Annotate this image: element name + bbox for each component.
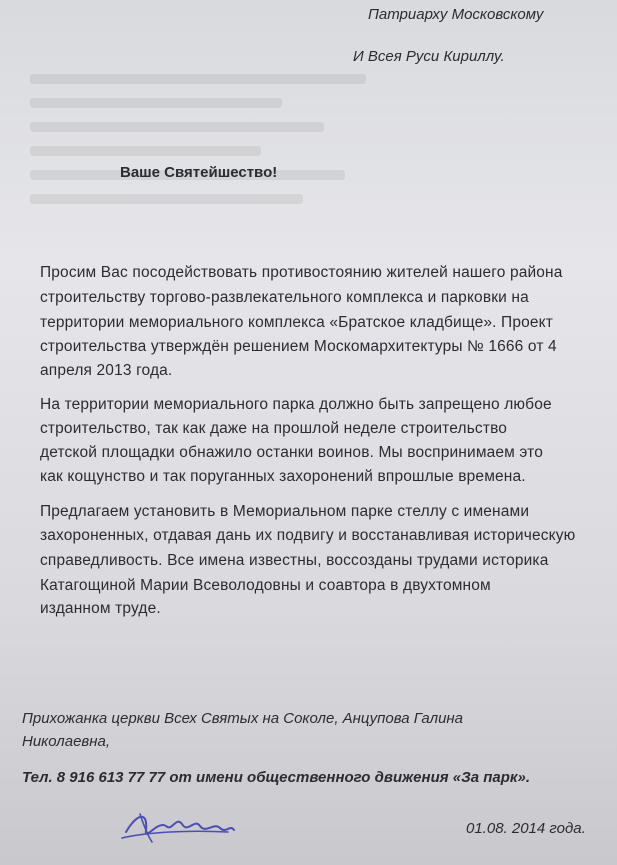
paragraph-3-line: захороненных, отдавая дань их подвигу и восстанавливая историческую — [40, 527, 576, 544]
paragraph-2-line: как кощунство и так поруганных захоронений впрошлые времена. — [40, 468, 526, 485]
paragraph-1-line: строительству торгово-развлекательного комплекса и парковки на — [40, 289, 529, 306]
paragraph-2-line: На территории мемориального парка должно быть запрещено любое — [40, 396, 552, 413]
paragraph-1-line: строительства утверждён решением Москомархитектуры № 1666 от 4 — [40, 338, 557, 355]
author-line-2: Николаевна, — [22, 733, 111, 750]
paragraph-1-line: Просим Вас посодействовать противостоянию жителей нашего района — [40, 264, 563, 281]
addressee-line-1: Патриарху Московскому — [368, 6, 544, 23]
addressee-line-2: И Всея Руси Кириллу. — [353, 48, 505, 65]
paragraph-3-line: изданном труде. — [40, 600, 161, 617]
paragraph-3-line: справедливость. Все имена известны, воссозданы трудами историка — [40, 552, 549, 569]
paragraph-3-line: Предлагаем установить в Мемориальном парке стеллу с именами — [40, 503, 530, 520]
letter-date: 01.08. 2014 года. — [466, 820, 586, 837]
author-line-1: Прихожанка церкви Всех Святых на Соколе, Анцупова Галина — [22, 710, 464, 727]
paragraph-2-line: строительство, так как даже на прошлой неделе строительство — [40, 420, 508, 437]
paragraph-1-line: территории мемориального комплекса «Братское кладбище». Проект — [40, 314, 554, 331]
paragraph-1-line: апреля 2013 года. — [40, 362, 173, 379]
greeting: Ваше Святейшество! — [120, 164, 278, 181]
paragraph-2-line: детской площадки обнажило останки воинов. Мы воспринимаем это — [40, 444, 544, 461]
handwritten-signature — [118, 802, 238, 852]
contact-line: Тел. 8 916 613 77 77 от имени общественного движения «За парк». — [22, 769, 531, 786]
paragraph-3-line: Катагощиной Марии Всеволодовны и соавтора в двухтомном — [40, 577, 491, 594]
